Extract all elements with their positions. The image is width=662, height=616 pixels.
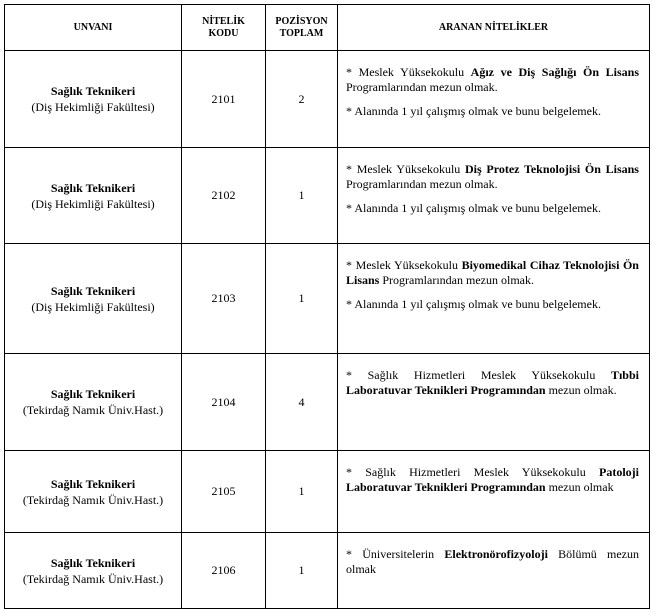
requirement-main (346, 258, 639, 288)
title-text: Sağlık Teknikeri (50, 283, 136, 298)
header-code (182, 5, 266, 51)
req-prefix: * Meslek Yüksekokulu (346, 258, 462, 272)
table-row (5, 354, 650, 451)
code-cell: 2101 (182, 51, 266, 148)
title-cell (5, 148, 182, 244)
title-text: Sağlık Teknikeri (50, 180, 136, 195)
requirements-cell (338, 244, 650, 354)
header-positions-label: POZİSYON TOPLAM (275, 15, 328, 39)
title-cell (5, 451, 182, 533)
title-cell (5, 51, 182, 148)
code-cell: 2103 (182, 244, 266, 354)
requirement-main (346, 465, 639, 495)
req-program: Tıbbi Laboratuvar Teknikleri Programından (346, 368, 639, 397)
table-row (5, 51, 650, 148)
req-prefix: * Meslek Yüksekokulu (346, 65, 471, 79)
requirement-extra: * Alanında 1 yıl çalışmış olmak ve bunu belgelemek. (346, 104, 601, 118)
title-text: Sağlık Teknikeri (50, 84, 136, 98)
unit-text: (Diş Hekimliği Fakültesi) (31, 100, 155, 114)
req-suffix: mezun olmak (545, 480, 614, 494)
title-cell (5, 244, 182, 354)
requirements-cell (338, 51, 650, 148)
unit-text: (Tekirdağ Namık Üniv.Hast.) (22, 403, 164, 417)
req-prefix: * Sağlık Hizmetleri Meslek Yüksekokulu (346, 465, 599, 479)
requirement-main (346, 547, 639, 577)
count-cell: 1 (266, 244, 338, 354)
code-cell: 2105 (182, 451, 266, 533)
req-prefix: * Meslek Yüksekokulu (346, 162, 465, 176)
title-text: Sağlık Teknikeri (50, 387, 136, 401)
unit-text: (Tekirdağ Namık Üniv.Hast.) (22, 492, 164, 507)
code-cell: 2104 (182, 354, 266, 451)
title-cell (5, 354, 182, 451)
positions-table (4, 4, 650, 609)
req-program: Diş Protez Teknolojisi Ön Lisans (465, 162, 639, 176)
code-cell: 2106 (182, 533, 266, 609)
unit-text: (Tekirdağ Namık Üniv.Hast.) (22, 571, 164, 586)
req-program: Patoloji Laboratuvar Teknikleri Programından (346, 465, 639, 494)
req-suffix: Bölümü mezun olmak (346, 547, 639, 576)
requirement-extra: * Alanında 1 yıl çalışmış olmak ve bunu belgelemek. (346, 201, 601, 215)
table-row (5, 244, 650, 354)
title-cell (5, 533, 182, 609)
requirement-main (346, 162, 639, 192)
req-program: Elektronörofizyoloji (444, 547, 548, 561)
req-suffix: Programlarından mezun olmak. (379, 273, 534, 287)
table-row (5, 451, 650, 533)
count-cell: 1 (266, 533, 338, 609)
header-positions (266, 5, 338, 51)
count-cell: 2 (266, 51, 338, 148)
req-program: Biyomedikal Cihaz Teknolojisi Ön Lisans (346, 258, 639, 287)
req-prefix: * Üniversitelerin (346, 547, 445, 561)
requirement-main (346, 368, 639, 398)
count-cell: 4 (266, 354, 338, 451)
req-suffix: Programlarından mezun olmak. (346, 80, 498, 94)
req-prefix: * Sağlık Hizmetleri Meslek Yüksekokulu (346, 368, 611, 382)
requirement-extra: * Alanında 1 yıl çalışmış olmak ve bunu belgelemek. (346, 297, 601, 311)
count-cell: 1 (266, 451, 338, 533)
header-requirements: ARANAN NİTELİKLER (338, 5, 650, 51)
req-suffix: mezun olmak. (545, 383, 617, 397)
table-row (5, 148, 650, 244)
header-code-label: NİTELİK KODU (202, 15, 245, 39)
header-row (5, 5, 650, 51)
req-suffix: Programlarından mezun olmak. (346, 177, 498, 191)
requirements-cell (338, 451, 650, 533)
req-program: Ağız ve Diş Sağlığı Ön Lisans (470, 65, 639, 79)
code-cell: 2102 (182, 148, 266, 244)
count-cell: 1 (266, 148, 338, 244)
title-text: Sağlık Teknikeri (50, 476, 136, 491)
title-text: Sağlık Teknikeri (50, 555, 136, 570)
unit-text: (Diş Hekimliği Fakültesi) (31, 196, 155, 211)
table-row (5, 533, 650, 609)
header-title: UNVANI (5, 5, 182, 51)
requirements-cell (338, 533, 650, 609)
requirements-cell (338, 148, 650, 244)
requirement-main (346, 65, 639, 95)
unit-text: (Diş Hekimliği Fakültesi) (31, 299, 155, 314)
requirements-cell (338, 354, 650, 451)
